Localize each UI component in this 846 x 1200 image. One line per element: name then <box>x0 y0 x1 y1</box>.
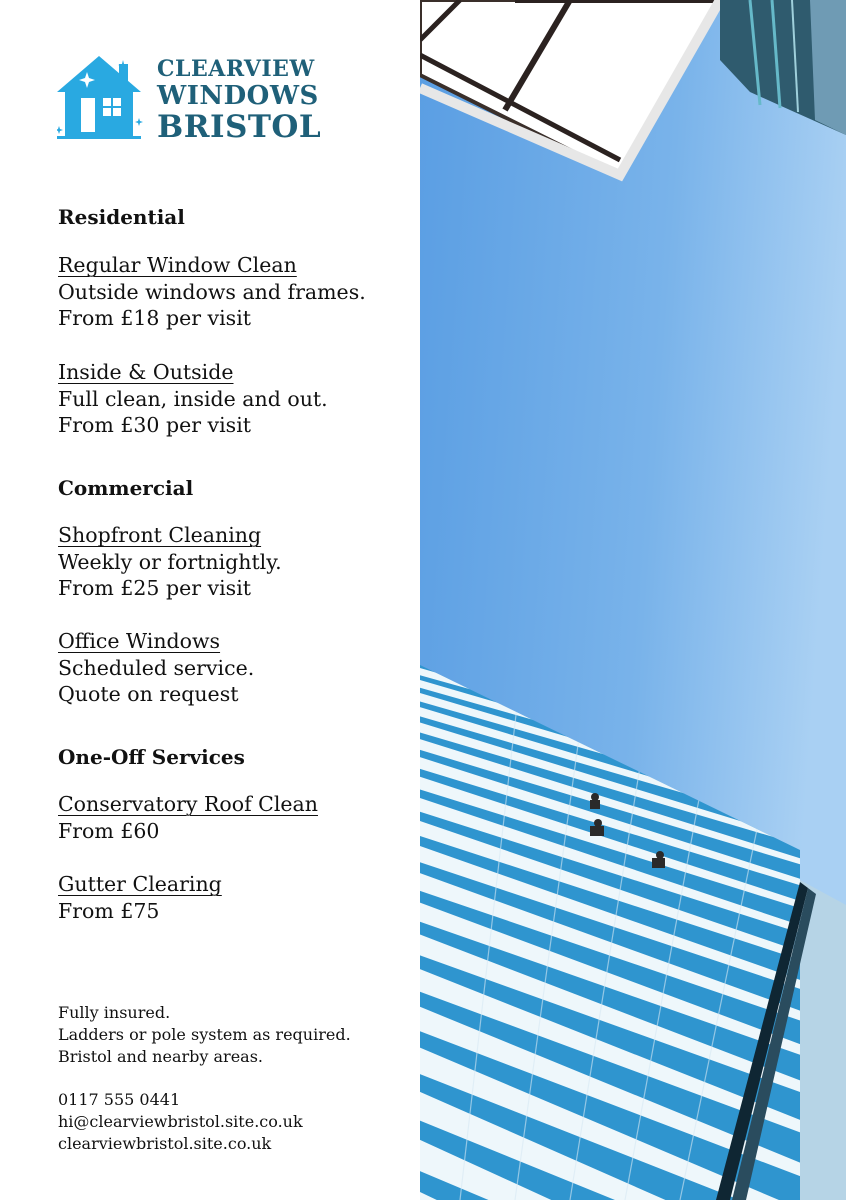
service-gutter-clearing <box>58 871 222 924</box>
note-area: Bristol and nearby areas. <box>58 1047 263 1066</box>
service-shopfront-cleaning <box>58 522 282 602</box>
service-name: Inside & Outside <box>58 360 234 384</box>
brand-logo <box>57 56 357 146</box>
brand-line-2: WINDOWS <box>157 81 319 111</box>
contact-phone[interactable]: 0117 555 0441 <box>58 1090 181 1109</box>
service-name: Conservatory Roof Clean <box>58 792 318 816</box>
house-sparkle-icon <box>57 56 145 140</box>
brand-line-3: BRISTOL <box>157 109 322 145</box>
service-name: Gutter Clearing <box>58 872 222 896</box>
service-regular-window-clean <box>58 252 366 332</box>
service-price: From £75 <box>58 898 160 923</box>
service-name: Office Windows <box>58 629 221 653</box>
service-name: Regular Window Clean <box>58 253 297 277</box>
brand-line-1: CLEARVIEW <box>157 56 315 82</box>
services-panel <box>0 0 420 1200</box>
section-title-one-off: One-Off Services <box>58 745 245 769</box>
section-title-residential: Residential <box>58 205 185 229</box>
glass-skyscraper-with-window-cleaners-photo <box>420 0 846 1200</box>
service-description: Scheduled service. <box>58 655 255 680</box>
building-photo-illustration <box>420 0 846 1200</box>
service-price: From £18 per visit <box>58 306 251 330</box>
service-price: Quote on request <box>58 682 239 706</box>
contact-website[interactable]: clearviewbristol.site.co.uk <box>58 1134 272 1153</box>
service-price: From £25 per visit <box>58 576 251 600</box>
footer-notes <box>58 1002 351 1068</box>
note-ladders: Ladders or pole system as required. <box>58 1025 351 1044</box>
contact-email[interactable]: hi@clearviewbristol.site.co.uk <box>58 1112 303 1131</box>
service-office-windows <box>58 628 254 708</box>
service-name: Shopfront Cleaning <box>58 523 262 547</box>
service-inside-outside <box>58 359 328 439</box>
service-description: Weekly or fortnightly. <box>58 549 282 574</box>
brand-name <box>157 56 321 143</box>
service-description: Outside windows and frames. <box>58 279 366 304</box>
service-price: From £30 per visit <box>58 413 251 437</box>
service-description: Full clean, inside and out. <box>58 386 328 411</box>
section-title-commercial: Commercial <box>58 476 194 500</box>
note-insured: Fully insured. <box>58 1003 171 1022</box>
service-conservatory-roof <box>58 791 318 844</box>
footer-contact <box>58 1089 303 1155</box>
service-price: From £60 <box>58 818 160 843</box>
